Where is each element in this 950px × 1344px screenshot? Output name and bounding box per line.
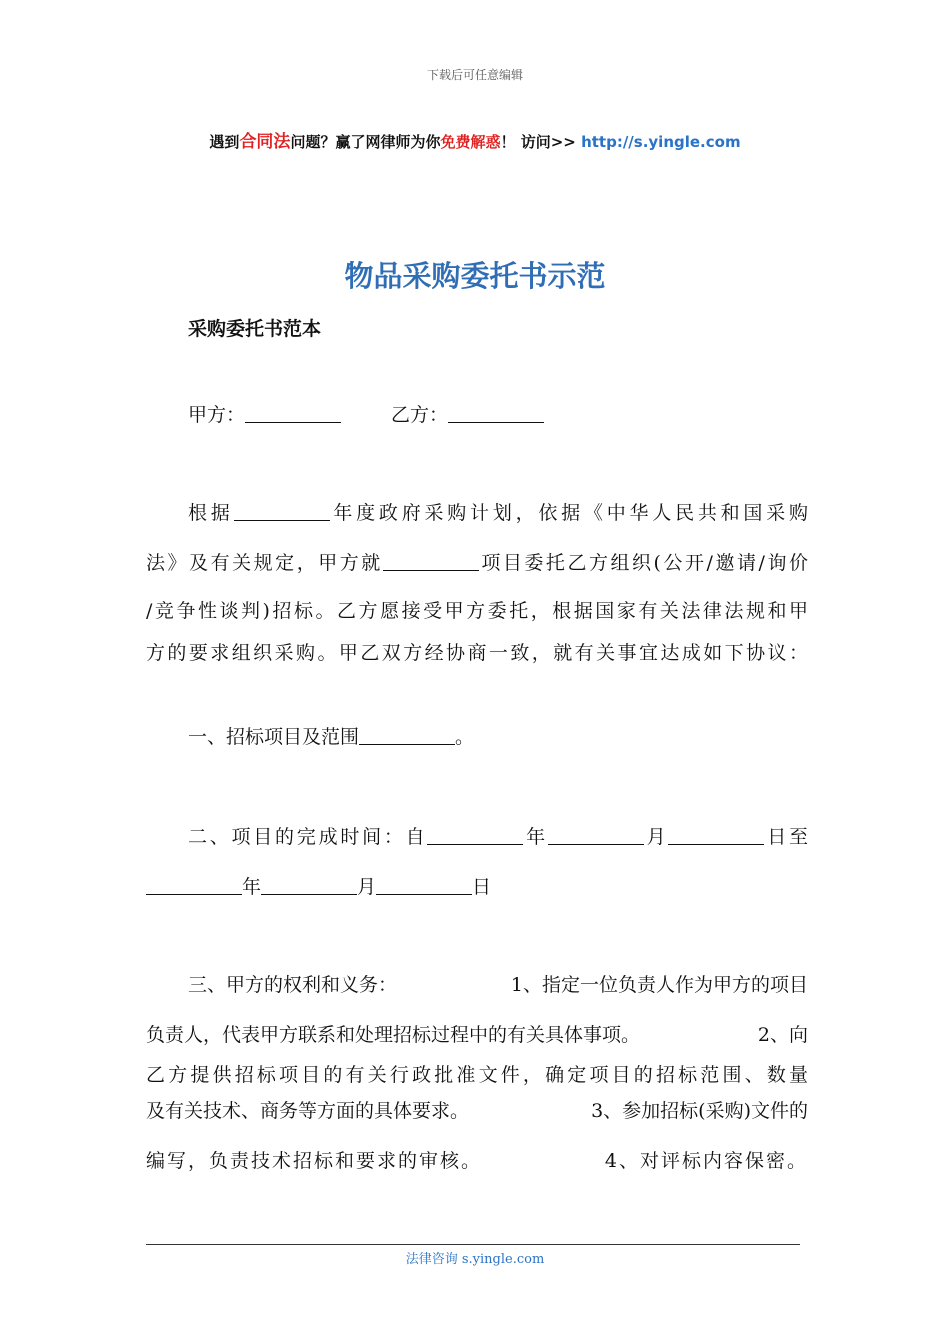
- section-1: [188, 722, 808, 749]
- footer-divider: [146, 1244, 800, 1245]
- start-day-blank: [668, 825, 764, 845]
- text: 项目委托乙方组织(公开/邀请/询价: [478, 552, 808, 574]
- party-b-blank: [448, 403, 544, 423]
- section-2-text: 二、项目的完成时间：自: [188, 826, 428, 848]
- download-note: 下载后可任意编辑: [426, 68, 523, 82]
- ad-text: ！ 访问>>: [500, 133, 582, 151]
- text: 日至: [764, 826, 808, 848]
- ad-banner[interactable]: [0, 127, 950, 152]
- section-3-line-4: [146, 1096, 808, 1123]
- text: 2、向: [757, 1024, 808, 1046]
- text: 月: [357, 876, 377, 898]
- text: 根据: [188, 502, 234, 524]
- ad-text: 问题？赢了网律师为你: [290, 133, 441, 151]
- text: 月: [643, 826, 669, 848]
- party-a-blank: [245, 403, 341, 423]
- scope-blank: [359, 725, 455, 745]
- section-3-line-2: [146, 1020, 808, 1047]
- start-year-blank: [427, 825, 523, 845]
- section-3-text: 三、甲方的权利和义务：: [188, 974, 398, 996]
- intro-line-4: 方的要求组织采购。甲乙双方经协商一致，就有关事宜达成如下协议：: [146, 642, 808, 664]
- section-3-line-5: [146, 1146, 808, 1173]
- intro-line-1: [188, 498, 808, 525]
- end-month-blank: [261, 875, 357, 895]
- text: 及有关技术、商务等方面的具体要求。: [146, 1100, 470, 1122]
- text: 4、对评标内容保密。: [604, 1150, 808, 1172]
- document-title: 物品采购委托书示范: [344, 259, 606, 293]
- text: 年: [523, 826, 548, 848]
- ad-highlight-contract-law: 合同法: [239, 132, 291, 152]
- end-year-blank: [146, 875, 242, 895]
- section-2-line-2: [146, 872, 808, 899]
- party-b-label: 乙方：: [391, 404, 449, 426]
- text: 负责人，代表甲方联系和处理招标过程中的有关具体事项。: [146, 1024, 641, 1046]
- document-subtitle: 采购委托书范本: [188, 318, 322, 340]
- project-blank: [383, 551, 479, 571]
- section-3-line-1: [188, 970, 808, 997]
- text: 。: [455, 726, 475, 748]
- text: 1、指定一位负责人作为甲方的项目: [510, 974, 808, 996]
- ad-link[interactable]: http://s.yingle.com: [581, 133, 741, 151]
- section-2-line-1: [188, 822, 808, 849]
- end-day-blank: [376, 875, 472, 895]
- text: 3、参加招标(采购)文件的: [591, 1100, 808, 1122]
- ad-text: 遇到: [209, 133, 240, 151]
- text: 年度政府采购计划，依据《中华人民共和国采购: [329, 502, 808, 524]
- ad-highlight-free: 免费解惑: [440, 133, 501, 151]
- section-1-text: 一、招标项目及范围: [188, 726, 360, 748]
- text: 年: [242, 876, 262, 898]
- party-a-label: 甲方：: [188, 404, 246, 426]
- footer-link[interactable]: 法律咨询 s.yingle.com: [405, 1252, 545, 1267]
- intro-line-3: /竞争性谈判)招标。乙方愿接受甲方委托，根据国家有关法律法规和甲: [146, 600, 808, 622]
- year-blank: [234, 501, 330, 521]
- section-3-line-3: 乙方提供招标项目的有关行政批准文件，确定项目的招标范围、数量: [146, 1064, 808, 1086]
- text: 日: [472, 876, 492, 898]
- parties-line: [188, 400, 808, 427]
- start-month-blank: [548, 825, 644, 845]
- intro-line-2: [146, 548, 808, 575]
- text: 编写，负责技术招标和要求的审核。: [146, 1150, 483, 1172]
- text: 法》及有关规定，甲方就: [146, 552, 383, 574]
